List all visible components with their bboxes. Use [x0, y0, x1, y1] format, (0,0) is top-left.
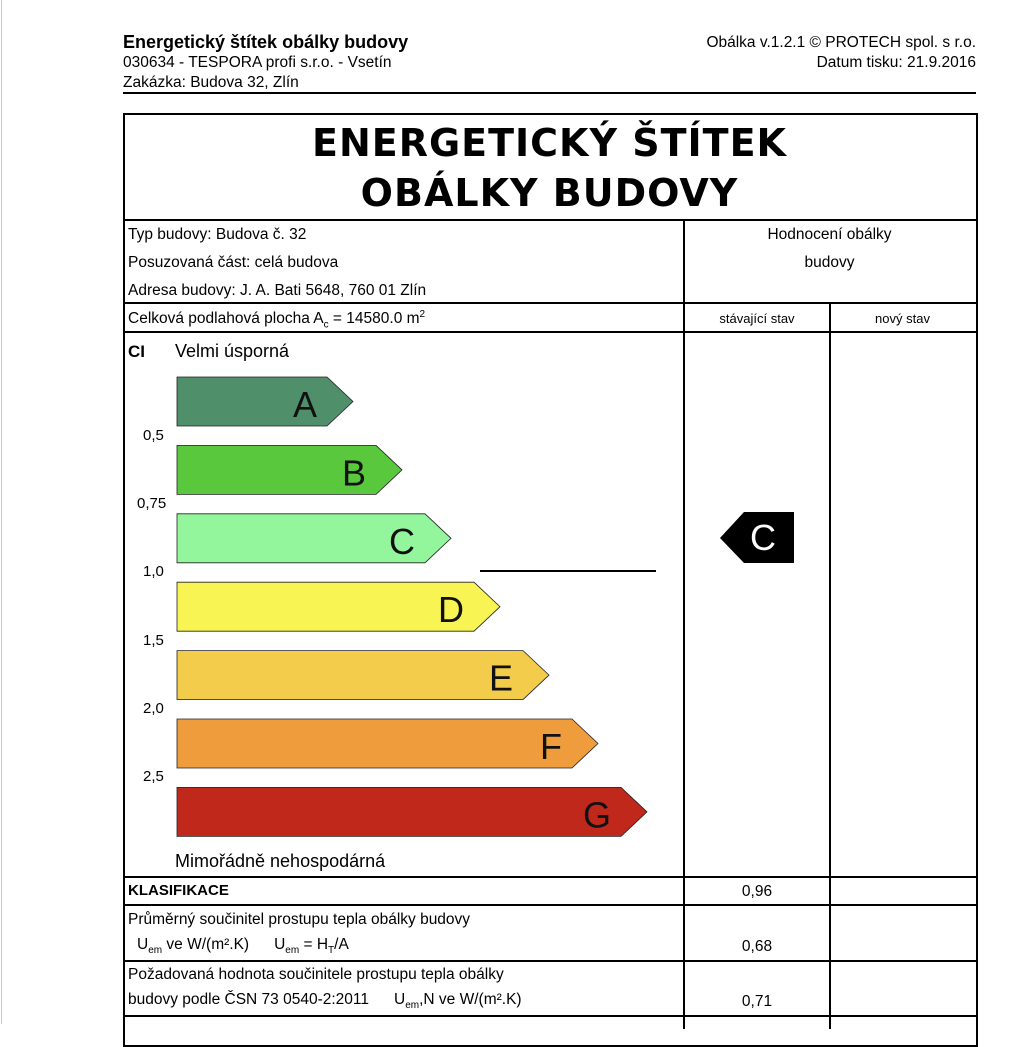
class-letter-e: E: [488, 657, 513, 699]
document-title: Energetický štítek obálky budovy: [123, 32, 409, 52]
class-letter-a: A: [292, 384, 317, 425]
floor-area: Celková podlahová plocha $A_c = 14580.0$ $m^2$: [128, 309, 426, 331]
classification-label: KLASIFIKACE: [128, 882, 229, 899]
class-letter-b: B: [341, 452, 366, 494]
class-letter-g: G: [582, 794, 611, 836]
threshold-1: 0,75: [137, 495, 167, 512]
class-arrow-c: [177, 514, 451, 563]
print-date: Datum tisku: 21.9.2016: [816, 54, 976, 71]
requirement-description-2: budovy podle ČSN 73 0540-2:2011 $U_{em},N$ ve W/(m².K): [128, 991, 522, 1012]
rating-header-1: Hodnocení obálky: [767, 226, 892, 243]
threshold-2: 1,0: [143, 563, 164, 580]
company-line: 030634 - TESPORA profi s.r.o. - Vsetín: [123, 54, 392, 71]
building-address: Adresa budovy: J. A. Bati 5648, 760 01 Zlín: [128, 282, 427, 299]
requirement-description-1: Požadovaná hodnota součinitele prostupu tepla obálky: [128, 966, 504, 983]
assessed-part: Posuzovaná část: celá budova: [128, 254, 339, 271]
uem-description-1: Průměrný součinitel prostupu tepla obálky budovy: [128, 911, 471, 928]
current-class-letter: C: [750, 517, 776, 558]
uem-description-2: $U_{em}$ ve W/(m².K) $U_{em} = H_T/A$: [137, 936, 349, 957]
scale-bottom-text: Mimořádně nehospodárná: [175, 851, 386, 871]
class-arrow-a: [177, 377, 353, 426]
class-letter-d: D: [438, 589, 464, 631]
class-arrow-e: [177, 651, 549, 700]
threshold-4: 2,0: [143, 700, 164, 717]
col-new-header: nový stav: [875, 311, 930, 326]
ci-label: CI: [128, 342, 145, 361]
scale-top-text: Velmi úsporná: [175, 341, 290, 361]
threshold-3: 1,5: [143, 632, 164, 649]
label-title-line1: ENERGETICKÝ ŠTÍTEK: [311, 121, 788, 165]
class-arrow-f: [177, 719, 598, 768]
requirement-value: 0,71: [741, 993, 773, 1010]
class-arrow-d: [177, 582, 500, 631]
class-letter-f: F: [540, 726, 562, 767]
threshold-5: 2,5: [143, 768, 164, 785]
building-type: Typ budovy: Budova č. 32: [128, 226, 307, 243]
software-line: Obálka v.1.2.1 © PROTECH spol. s r.o.: [706, 34, 976, 51]
order-line: Zakázka: Budova 32, Zlín: [123, 74, 299, 91]
uem-value: 0,68: [741, 938, 773, 955]
threshold-0: 0,5: [143, 427, 164, 444]
classification-value: 0,96: [741, 883, 773, 900]
current-class-marker: [720, 512, 795, 564]
class-arrow-g: [177, 787, 647, 836]
class-letter-c: C: [389, 520, 415, 562]
class-arrow-b: [177, 445, 402, 494]
rating-header-2: budovy: [804, 254, 855, 271]
col-current-header: stávající stav: [719, 311, 795, 326]
label-title-line2: OBÁLKY BUDOVY: [360, 171, 739, 215]
